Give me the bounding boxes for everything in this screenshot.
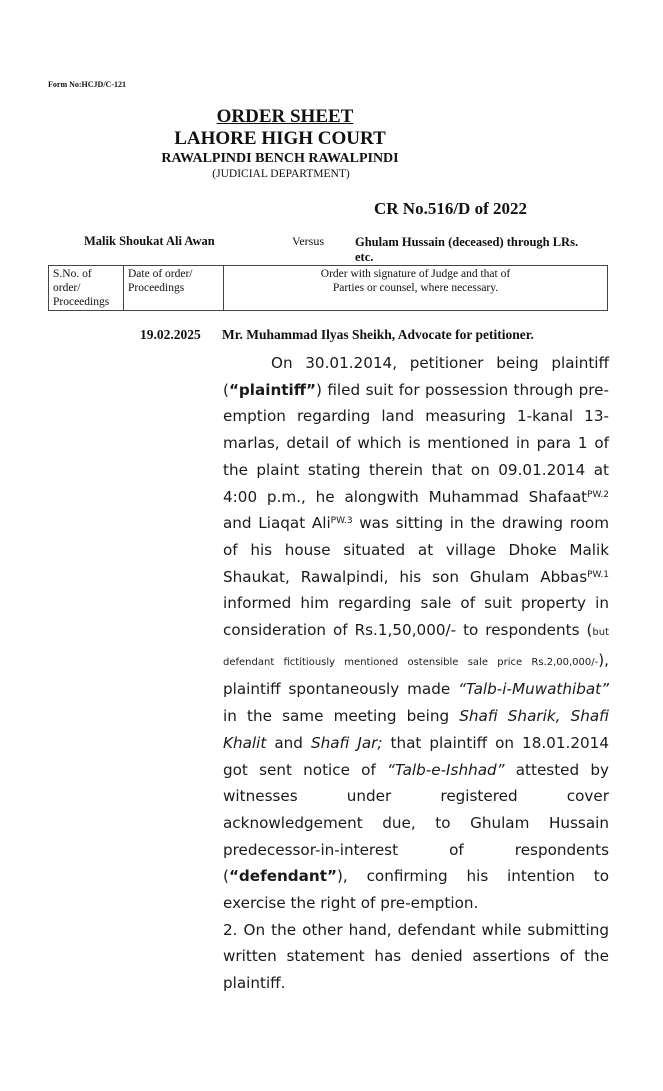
- talb-i-muwathibat: “Talb-i-Muwathibat”: [458, 680, 609, 699]
- defendant-definition: “defendant”: [228, 867, 337, 886]
- sale-price-note: but defendant fictitiously mentioned ostensible sale price Rs.2,00,000/-: [223, 627, 609, 668]
- page-title: ORDER SHEET: [216, 106, 354, 127]
- order-body: [223, 350, 609, 997]
- form-number: Form No:HCJD/C-121: [48, 80, 126, 89]
- witness-ref-pw2: PW.2: [587, 489, 609, 500]
- meeting-name-3: Shafi Jar;: [310, 733, 383, 752]
- order-date: 19.02.2025: [140, 327, 201, 342]
- witness-ref-pw1: PW.1: [587, 569, 609, 580]
- order-sheet-header-table: [48, 265, 608, 311]
- plaintiff-definition: “plaintiff”: [228, 380, 317, 399]
- meeting-names: Shafi Sharik, Shafi Khalit: [223, 707, 609, 752]
- serial-column-header: S.No. of order/ Proceedings: [49, 266, 124, 311]
- table-row: [49, 266, 608, 311]
- witness-ref-pw3: PW.3: [330, 516, 353, 527]
- order-paragraph-1: On 30.01.2014, petitioner being plaintiff (“plaintiff”) filed suit for possession through pre-emption regarding land measuring 1-kanal 13-marlas, detail of which is mentioned in para 1 of the plaint stating therein that on 09.01.2014 at 4:00 p.m., he alongwith Muhammad Shafaat$^{PW.2}$ and Liaqat Ali$^{PW.3}$ was sitting in the drawing room of his house situated at village Dhoke Malik Shaukat, Rawalpindi, his son Ghulam Abbas$^{PW.1}$ informed him regarding sale of suit property in consideration of Rs.1,50,000/- to respondents (but defendant fictitiously mentioned ostensible sale price Rs.2,00,000/-), plaintiff spontaneously made “Talb-i-Muwathibat” in the same meeting being Shafi Sharik, Shafi Khalit and Shafi Jar; that plaintiff on 18.01.2014 got sent notice of “Talb-e-Ishhad” attested by witnesses under registered cover acknowledgement due, to Ghulam Hussain predecessor-in-interest of respondents (“defendant”), confirming his intention to exercise the right of pre-emption.: [223, 354, 609, 913]
- order-paragraph-2: 2. On the other hand, defendant while submitting written statement has denied assertions of the plaintiff.: [223, 920, 609, 993]
- counsel-appearance: Mr. Muhammad Ilyas Sheikh, Advocate for petitioner.: [222, 327, 534, 342]
- department-name: (JUDICIAL DEPARTMENT): [212, 168, 350, 180]
- talb-e-ishhad: “Talb-e-Ishhad”: [387, 760, 505, 779]
- court-name: LAHORE HIGH COURT: [174, 128, 386, 149]
- case-number: CR No.516/D of 2022: [374, 199, 527, 218]
- bench-name: RAWALPINDI BENCH RAWALPINDI: [161, 151, 399, 166]
- order-column-header-line1: Order with signature of Judge and that of: [320, 268, 511, 280]
- order-column-header-line2: Parties or counsel, where necessary.: [332, 282, 499, 294]
- respondent-name: Ghulam Hussain (deceased) through LRs. etc.: [355, 235, 579, 264]
- date-column-header: Date of order/ Proceedings: [124, 266, 224, 311]
- versus-label: Versus: [292, 234, 324, 248]
- order-column-header: [224, 266, 608, 311]
- petitioner-name: Malik Shoukat Ali Awan: [84, 234, 215, 248]
